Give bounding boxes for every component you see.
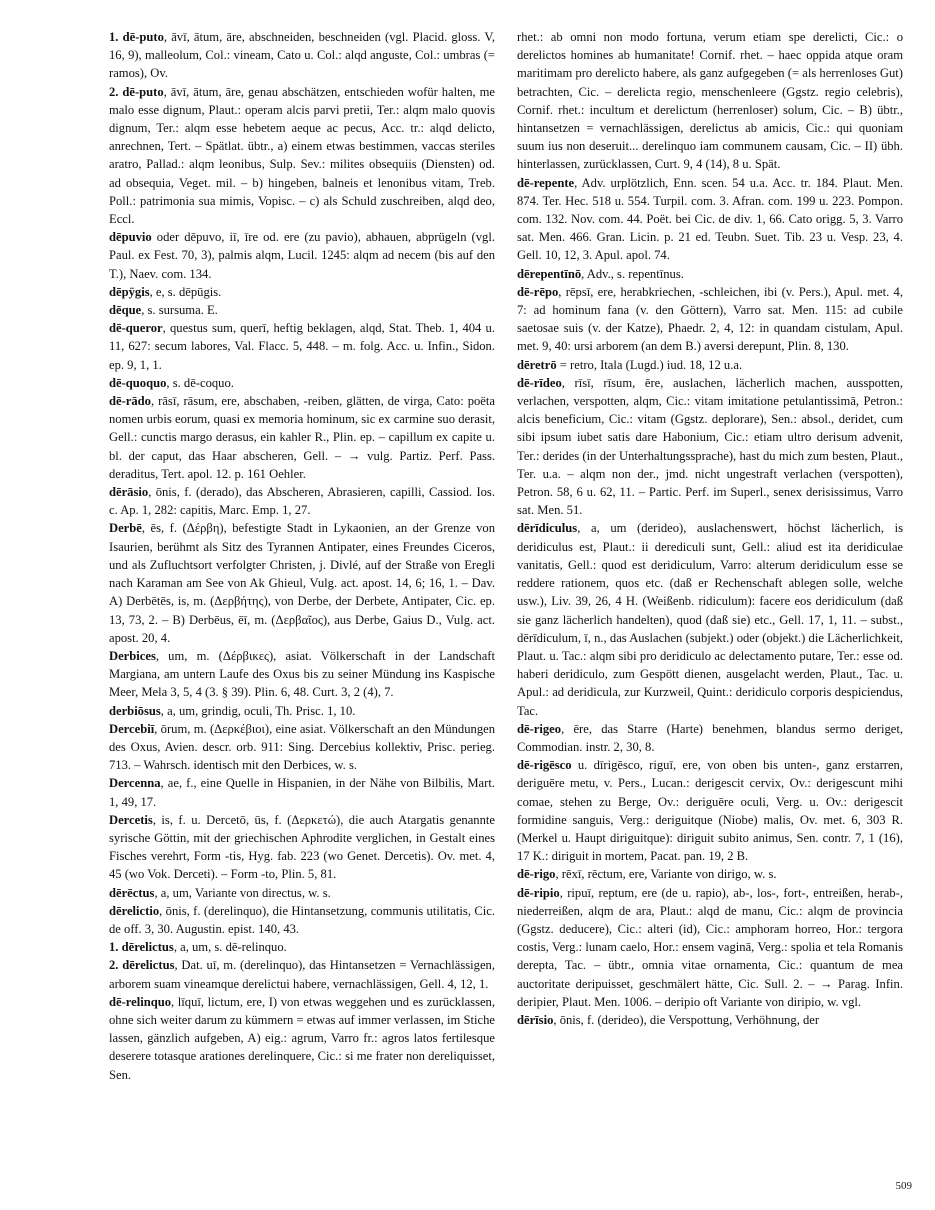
entry-headword: dērepentīnō	[517, 266, 582, 281]
entry-headword: dē-queror	[109, 321, 163, 336]
entry-text: , līquī, lictum, ere, I) von etwas weggehen und es zurücklassen, ohne sich weiter darum zu kümmern = etwas auf immer verlassen, im Stiche lassen, gänzlich aufgeben, A) eig.: agrum, Varro fr.: agros latos fertilesque deserere totasque arationes derelinquere, Cic.: si me frater non dereliquisset, Sen.	[109, 994, 495, 1082]
entry-headword: dērīsio	[517, 1012, 554, 1027]
page-number: 509	[895, 1180, 912, 1192]
dictionary-entry	[517, 884, 903, 1011]
entry-text: u. dīrigēsco, riguī, ere, von oben bis unten-, ganz erstarren, deriguēre metu, v. Pers., Lucan.: derigescit cervix, Ov.: derigescunt mihi comae, stehen zu Berge, Ov.: deriguēre oculi, Verg. u. Ov.: derigescit formidine sanguis, Verg.: deriguitque (Niobe) malis, Ov. met. 6, 303 R. (Merkel u. Haupt diriguitque): diriguit subito animus, Sen. contr. 7, 1 (16), 17 K.: diriguit in mortem, Pacat. pan. 19, 2 B.	[517, 758, 903, 864]
dictionary-entry	[109, 993, 495, 1084]
entry-headword: derbiōsus	[109, 703, 161, 718]
left-column	[109, 28, 495, 1084]
entry-headword: Dercebiī	[109, 721, 155, 736]
entry-text: , rīsī, rīsum, ēre, auslachen, lächerlich machen, ausspotten, verlachen, verspotten, alqm, Cic.: vitam imitatione petulantissimā, Petron.: alcis beneficium, Cic.: vitam (Ggstz. deplorare), Sen.: absol., deridet, cum sibi ipsum iubet satis dare Habonium, Cic.: etiam ultro derisum advenit, Ter.: derides (in der Unterhaltungssprache), hast du mich zum besten, Plaut., Ter. u.a. – alqm non der., jmd. nicht ungestraft verlachen (verspotten), Petron. 58, 6 u. 62, 11. – Partic. Perf. im Superl., senex derisissimus, Varro sat. Men. 51.	[517, 375, 903, 518]
entry-headword: dē-rēpo	[517, 284, 559, 299]
entry-headword: dērelictio	[109, 903, 160, 918]
dictionary-entry	[109, 228, 495, 283]
dictionary-entry	[517, 756, 903, 865]
entry-text: , a, um (derideo), auslachenswert, höchst lächerlich, is deridiculus est, Plaut.: ii derediculi sunt, Gell.: aliud est ita deridiculae vanitatis, Gell.: quod est deridiculum, Varro: alterum deridiculum esse se reddere rationem, quos etc. (daß er Rechenschaft ablegen solle, welche usw.), Liv. 39, 26, 4 H. (Weißenb. ridiculum): facere eos deridiculum (daß sie ganz lächerlich handelten), quod (daß sie) etc., Gell. 17, 1, 11. – subst., dērīdiculum, ī, n., das Auslachen (subjekt.) oder (objekt.) die Lächerlichkeit, Plaut. u. Tac.: alqm sibi pro deridiculo ac delectamento putare, Ter.: esse od. haberi deridiculo, zum Gespött dienen, ausgelacht werden, Plaut., Tac. u. Apul.: ad deridicula, zur Kurzweil, Quint.: deridiculo corporis despiciendus, Tac.	[517, 521, 903, 718]
entry-text: , ōnis, f. (derado), das Abscheren, Abrasieren, capilli, Cassiod. Ios. c. Ap. 1, 282: capitis, Marc. Emp. 1, 27.	[109, 485, 495, 518]
entry-headword: Derbices	[109, 648, 156, 663]
entry-headword: dē-relinquo	[109, 994, 172, 1009]
entry-headword: dēpuvio	[109, 230, 152, 245]
entry-text: , ōrum, m. (Δερκέβιοι), eine asiat. Völkerschaft an den Mündungen des Oxus, Avien. descr. orb. 911: Sing. Dercebius kollektiv, Prisc. perieg. 713. – Wahrsch. identisch mit den Derbices, w. s.	[109, 721, 495, 773]
entry-headword: dēpÿgis	[109, 284, 150, 299]
dictionary-entry	[109, 902, 495, 938]
dictionary-entry	[109, 519, 495, 646]
dictionary-entry	[517, 356, 903, 374]
entry-headword: dē-ripio	[517, 885, 560, 900]
dictionary-entry	[109, 702, 495, 720]
right-column	[517, 28, 903, 1029]
entry-text: , ripuī, reptum, ere (de u. rapio), ab-, los-, fort-, entreißen, herab-, niederreißen, alqm de ara, Plaut.: alqd de manu, Cic.: alqm de provincia (Ggstz. deducere), Cic.: alteri (id), Cic.: amphoram horreo, Hor.: tergora costis, Verg.: lunam caelo, Hor.: ensem vaginā, Verg.: spolia et tela Romanis derepta, Tac. – übtr., omnia vitae ornamenta, Cic.: quantum de mea auctoritate deripuisset, geschmälert hätte, Cic. Sull. 2. – → Parag. Infin. deripier, Plaut. Men. 1006. – deripio oft Variante von diripio, w. vgl.	[517, 885, 903, 1009]
dictionary-entry	[109, 811, 495, 884]
entry-text: , Dat. uī, m. (derelinquo), das Hintansetzen = Vernachlässigen, arborem suam vineamque derelictui habere, vernachlässigen, Gell. 4, 12, 1.	[109, 958, 495, 991]
entry-headword: dē-rīdeo	[517, 375, 562, 390]
entry-text: , ōnis, f. (derideo), die Verspottung, Verhöhnung, der	[553, 1012, 820, 1027]
dictionary-entry	[109, 647, 495, 702]
entry-text: , Adv., s. repentīnus.	[581, 266, 684, 281]
dictionary-entry	[517, 174, 903, 265]
dictionary-entry	[109, 28, 495, 83]
entry-text: , Adv. urplötzlich, Enn. scen. 54 u.a. Acc. tr. 184. Plaut. Men. 874. Ter. Hec. 518 u. 554. Turpil. com. 3. Afran. com. 199 u. 223. Pompon. com. 132. Nov. com. 44. Poët. bei Cic. de div. 1, 66. Cato origg. 5, 3. Varro sat. Men. 466. Gran. Licin. p. 21 ed. Teubn. Suet. Tib. 23 u. Vesp. 23, 4. Gell. 10, 12, 3. Apul. apol. 74.	[517, 175, 903, 263]
dictionary-entry	[517, 283, 903, 356]
entry-text: , rēpsī, ere, herabkriechen, -schleichen, ibi (v. Pers.), Apul. met. 4, 7: ad hominum fana (v. den Göttern), Varro sat. Men. 115: ad cubile saetosae suis (v. der Katze), Phaedr. 2, 4, 12: in quandam cistulam, Apul. met. 9, 40: ursi arborem (an dem B.) aversi derepunt, Plin. 8, 130.	[517, 284, 903, 354]
entry-headword: dērāsio	[109, 485, 149, 500]
entry-headword: dē-quoquo	[109, 375, 167, 390]
entry-headword: dēretrō	[517, 357, 557, 372]
dictionary-entry	[109, 301, 495, 319]
entry-headword: Dercetis	[109, 812, 153, 827]
entry-text: , s. sursuma. E.	[141, 303, 218, 318]
entry-headword: 1. dē-puto	[109, 30, 164, 44]
entry-headword: 2. dē-puto	[109, 84, 164, 99]
dictionary-entry	[517, 28, 903, 174]
dictionary-entry	[517, 1011, 903, 1029]
entry-headword: 2. dērelictus	[109, 958, 175, 973]
entry-text: = retro, Itala (Lugd.) iud. 18, 12 u.a.	[556, 357, 743, 372]
entry-text: , rēxī, rēctum, ere, Variante von dirigo, w. s.	[555, 867, 777, 882]
entry-headword: dē-rigēsco	[517, 758, 572, 773]
entry-text: rhet.: ab omni non modo fortuna, verum etiam spe derelicti, Cic.: o derelictos homines ab humanitate! Cornif. rhet. – haec oppida atque oram maritimam pro derelicto habere, als ganz aufgegeben (= als herrenloses Gut) betrachten, Cic. – derelicta regio, menschenleere (Ggstz. regio celebris), Cornif. rhet.: incultum et derelictum (herrenloser) solum, Cic. – B) übtr., hintansetzen = vernachlässigen, derelictus ab amicis, Cic.: qui quoniam suum ius non deseruit... derelinquo iam communem causam, Cic. – II) übh. hinterlassen, zurücklassen, Curt. 9, 4 (14), 8 u. Spät.	[517, 30, 903, 172]
dictionary-entry	[109, 938, 495, 956]
dictionary-entry	[109, 483, 495, 519]
dictionary-entry	[109, 392, 495, 483]
entry-headword: dērēctus	[109, 885, 155, 900]
entry-text: , a, um, s. dē-relinquo.	[173, 940, 287, 955]
entry-headword: dē-rigeo	[517, 721, 562, 736]
entry-text: oder dēpuvo, iī, īre od. ere (zu pavio), abhauen, abprügeln (vgl. Paul. ex Fest. 70, 3), palmis alqm, Lucil. 1245: alqm ad necem (bis auf den T.), Naev. com. 134.	[109, 230, 495, 281]
dictionary-entry	[109, 283, 495, 301]
entry-text: , s. dē-coquo.	[166, 375, 234, 390]
entry-text: , āvī, ātum, āre, genau abschätzen, entschieden wofür halten, me malo esse dignum, Plaut.: operam alcis parvi pretii, Ter.: alqm malo quovis dignum, Ter.: alqm esse hebetem aeque ac pecus, Acc. tr.: alqd delicto, anrechnen, Tert. – Spätlat. übtr., a) einem etwas bestimmen, vaccas steriles aratro, Pallad.: alqm leonibus, Sulp. Sev.: milites obsequiis (Diensten) od. ad obsequia, Veget. mil. – b) hingeben, balneis et lenonibus vitam, Treb. Poll.: patrimonia sua mimis, Vopisc. – c) als Schuld zuschreiben, alqd deo, Eccl.	[109, 84, 495, 227]
entry-text: , um, m. (Δέρβικες), asiat. Völkerschaft in der Landschaft Margiana, am untern Laufe des Oxus bis zu seiner Mündung ins Kaspische Meer, Mela 3, 5, 4 (3. § 39). Plin. 6, 48. Curt. 3, 2 (4), 7.	[109, 648, 495, 700]
entry-headword: Dercenna	[109, 776, 161, 791]
entry-headword: dēque	[109, 303, 142, 318]
dictionary-entry	[109, 83, 495, 229]
dictionary-entry	[517, 720, 903, 756]
dictionary-entry	[517, 265, 903, 283]
entry-text: , ae, f., eine Quelle in Hispanien, in der Nähe von Bilbilis, Mart. 1, 49, 17.	[109, 776, 495, 809]
entry-text: , a, um, grindig, oculi, Th. Prisc. 1, 10.	[160, 703, 356, 718]
dictionary-entry	[517, 519, 903, 719]
entry-text: , āvī, ātum, āre, abschneiden, beschneiden (vgl. Placid. gloss. V, 16, 9), malleolum, Col.: vineam, Cato u. Col.: alqd anguste, Col.: umbras (= ramos), Ov.	[109, 30, 495, 81]
entry-headword: 1. dērelictus	[109, 940, 174, 955]
entry-headword: dē-rādo	[109, 394, 151, 409]
entry-headword: dērīdiculus	[517, 521, 578, 536]
dictionary-entry	[109, 884, 495, 902]
dictionary-entry	[109, 956, 495, 992]
entry-headword: dē-repente	[517, 175, 575, 190]
dictionary-entry	[517, 865, 903, 883]
dictionary-entry	[109, 319, 495, 374]
entry-text: , ōnis, f. (derelinquo), die Hintansetzung, communis utilitatis, Cic. de off. 3, 30. Augustin. epist. 140, 43.	[109, 903, 495, 936]
entry-headword: dē-rigo	[517, 867, 556, 882]
entry-text: , e, s. dēpūgis.	[149, 284, 222, 299]
entry-text: , a, um, Variante von directus, w. s.	[154, 885, 331, 900]
entry-text: , ēre, das Starre (Harte) benehmen, blandus sermo deriget, Commodian. instr. 2, 30, 8.	[517, 721, 903, 754]
dictionary-entry	[109, 720, 495, 775]
entry-headword: Derbē	[109, 521, 142, 536]
dictionary-entry	[109, 374, 495, 392]
dictionary-entry	[109, 774, 495, 810]
entry-text: , rāsī, rāsum, ere, abschaben, -reiben, glätten, de virga, Cato: poëta nomen urbis eorum, quasi ex memoria hominum, sic ex carmine suo derasit, Gell.: cunctis margo derasus, ein kahler R., Plin. ep. – capillum ex capite u. bl. der caput, das Haar abscheren, Gell. – → vulg. Partiz. Perf. Pass. deraditus, Tert. apol. 12. p. 161 Oehler.	[109, 394, 495, 481]
entry-text: , is, f. u. Dercetō, ūs, f. (Δερκετώ), die auch Atargatis genannte syrische Göttin, mit der griechischen Aphrodite verglichen, in Gestalt eines Fisches verehrt, Form -tis, Hyg. fab. 223 (wo Genet. Dercetis). Ov. met. 4, 45 (wo Vok. Derceti). – Form -to, Plin. 5, 81.	[109, 812, 495, 882]
entry-text: , questus sum, querī, heftig beklagen, alqd, Stat. Theb. 1, 404 u. 11, 627: secum labores, Val. Flacc. 5, 448. – m. folg. Acc. u. Infin., Sidon. ep. 9, 1, 1.	[109, 321, 495, 372]
entry-text: , ēs, f. (Δέρβη), befestigte Stadt in Lykaonien, an der Grenze von Isaurien, berühmt als Sitz des Tyrannen Antipater, eines Freundes Ciceros, und als Zufluchtsort verfolgter Christen, j. Divlé, auf der Straße von Eregli nach Karaman am See von Ak Ghieul, Vulg. act. apost. 14, 6; 16, 1. – Dav. A) Derbētēs, is, m. (Δερβήτης), von Derbe, der Derbete, Antipater, Cic. ep. 13, 73, 2. – B) Derbēus, ēī, m. (Δερβαῖος), aus Derbe, Gaius D., Vulg. act. apost. 20, 4.	[109, 521, 495, 645]
dictionary-entry	[517, 374, 903, 520]
